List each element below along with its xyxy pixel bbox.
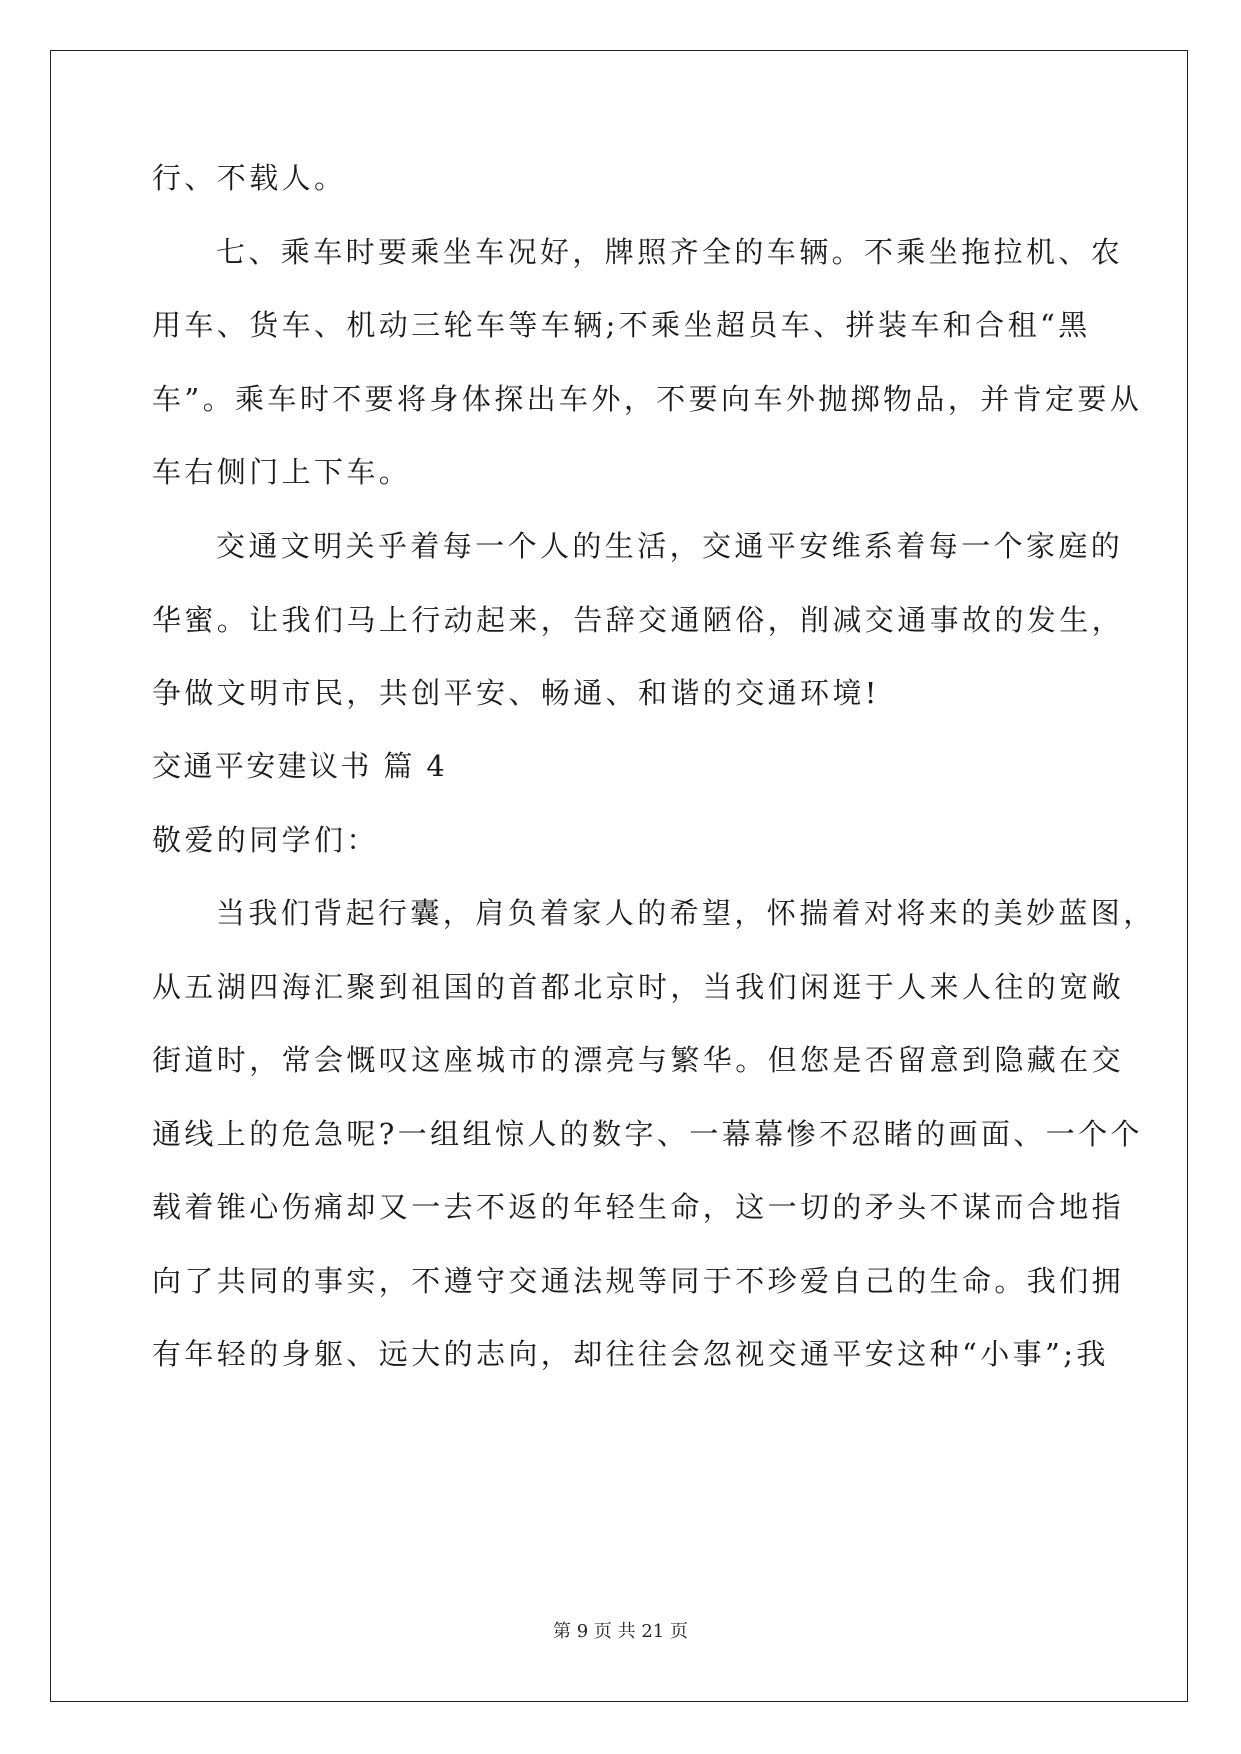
paragraph-line: 从五湖四海汇聚到祖国的首都北京时，当我们闲逛于人来人往的宽敞 (152, 970, 1125, 1004)
paragraph-line: 华蜜。让我们马上行动起来，告辞交通陋俗，削减交通事故的发生， (152, 603, 1125, 637)
paragraph-line: 有年轻的身躯、远大的志向，却往往会忽视交通平安这种“小事”;我 (152, 1337, 1109, 1371)
paragraph-line: 用车、货车、机动三轮车等车辆;不乘坐超员车、拼装车和合租“黑 (152, 308, 1091, 342)
paragraph-line: 车”。乘车时不要将身体探出车外，不要向车外抛掷物品，并肯定要从 (152, 382, 1143, 416)
paragraph-line: 街道时，常会慨叹这座城市的漂亮与繁华。但您是否留意到隐藏在交 (152, 1043, 1125, 1077)
paragraph-line: 车右侧门上下车。 (152, 455, 412, 489)
page-border (50, 50, 1188, 1702)
paragraph-line: 七、乘车时要乘坐车况好，牌照齐全的车辆。不乘坐拖拉机、农 (216, 235, 1124, 269)
paragraph-line: 载着锥心伤痛却又一去不返的年轻生命，这一切的矛头不谋而合地指 (152, 1190, 1125, 1224)
paragraph-line: 向了共同的事实，不遵守交通法规等同于不珍爱自己的生命。我们拥 (152, 1264, 1125, 1298)
paragraph-line: 当我们背起行囊，肩负着家人的希望，怀揣着对将来的美妙蓝图， (216, 896, 1156, 930)
salutation: 敬爱的同学们： (152, 823, 379, 857)
paragraph-line: 行、不载人。 (152, 161, 347, 195)
page-number-footer: 第 9 页 共 21 页 (553, 1621, 688, 1642)
section-heading: 交通平安建议书 篇 4 (152, 749, 448, 783)
paragraph-line: 争做文明市民，共创平安、畅通、和谐的交通环境! (152, 676, 880, 710)
paragraph-line: 通线上的危急呢?一组组惊人的数字、一幕幕惨不忍睹的画面、一个个 (152, 1117, 1143, 1151)
paragraph-line: 交通文明关乎着每一个人的生活，交通平安维系着每一个家庭的 (216, 529, 1124, 563)
